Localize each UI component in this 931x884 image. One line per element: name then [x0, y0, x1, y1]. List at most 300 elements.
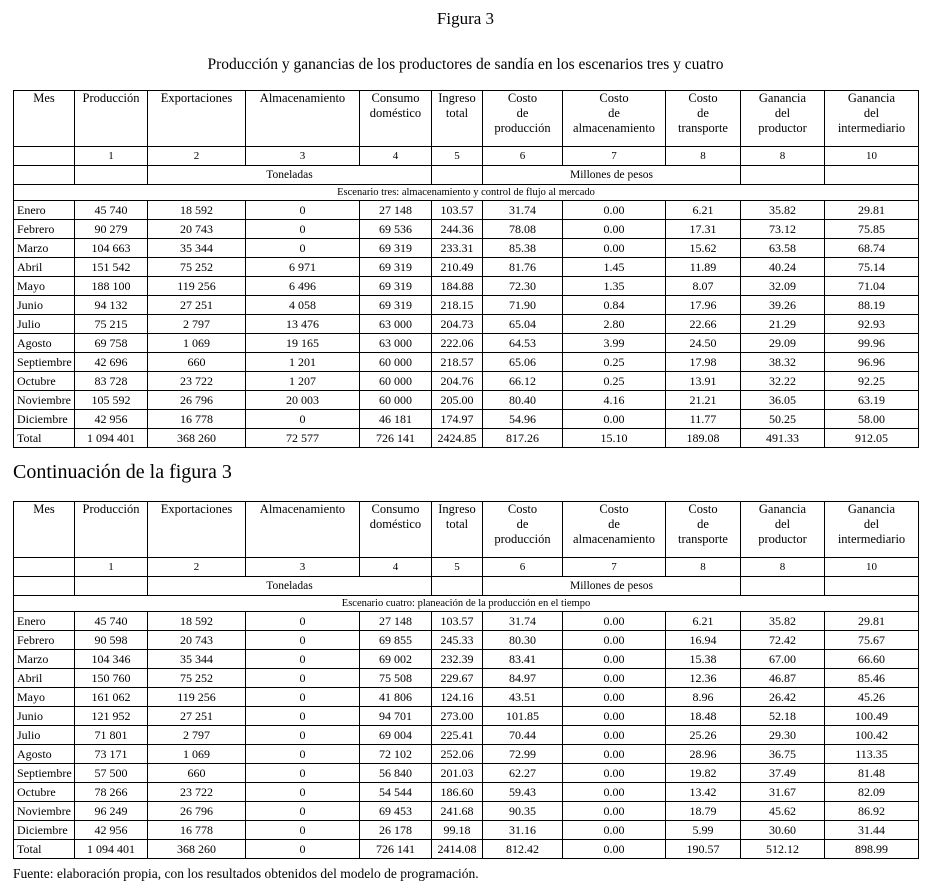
column-number-row — [14, 147, 919, 166]
column-number-costo-produccion: 6 — [483, 147, 563, 166]
cell-almacenamiento: 0 — [246, 239, 360, 258]
cell-costo-transporte: 22.66 — [666, 315, 741, 334]
table-row-total — [14, 429, 919, 448]
cell-almacenamiento: 0 — [246, 707, 360, 726]
cell-mes: Noviembre — [14, 802, 75, 821]
cell-exportaciones: 2 797 — [148, 726, 246, 745]
cell-exportaciones: 20 743 — [148, 220, 246, 239]
cell-costo-produccion: 62.27 — [483, 764, 563, 783]
unit-empty-cell — [14, 166, 75, 185]
unit-label: Millones de pesos — [483, 577, 741, 596]
column-number-ingreso-total: 5 — [432, 147, 483, 166]
cell-ganancia-productor: 40.24 — [741, 258, 825, 277]
cell-produccion: 45 740 — [75, 612, 148, 631]
cell-produccion: 42 956 — [75, 410, 148, 429]
cell-produccion: 75 215 — [75, 315, 148, 334]
cell-consumo-domestico: 69 004 — [360, 726, 432, 745]
scenario-row — [14, 185, 919, 201]
cell-exportaciones: 23 722 — [148, 783, 246, 802]
cell-produccion: 96 249 — [75, 802, 148, 821]
column-header-exportaciones: Exportaciones — [148, 502, 246, 558]
cell-costo-transporte: 25.26 — [666, 726, 741, 745]
cell-ganancia-intermediario: 75.85 — [825, 220, 919, 239]
cell-costo-transporte: 19.82 — [666, 764, 741, 783]
cell-almacenamiento: 0 — [246, 802, 360, 821]
cell-consumo-domestico: 69 002 — [360, 650, 432, 669]
cell-mes: Agosto — [14, 745, 75, 764]
cell-exportaciones: 23 722 — [148, 372, 246, 391]
cell-costo-produccion: 80.40 — [483, 391, 563, 410]
cell-ganancia-intermediario: 96.96 — [825, 353, 919, 372]
cell-costo-transporte: 18.79 — [666, 802, 741, 821]
cell-ingreso-total: 103.57 — [432, 201, 483, 220]
cell-costo-transporte: 16.94 — [666, 631, 741, 650]
cell-costo-almacenamiento: 0.00 — [563, 764, 666, 783]
column-number-ganancia-intermediario: 10 — [825, 558, 919, 577]
cell-ganancia-intermediario: 68.74 — [825, 239, 919, 258]
cell-ganancia-intermediario: 898.99 — [825, 840, 919, 859]
cell-costo-produccion: 59.43 — [483, 783, 563, 802]
cell-produccion: 151 542 — [75, 258, 148, 277]
column-number-costo-transporte: 8 — [666, 558, 741, 577]
scenario-label-escenario-tres: Escenario tres: almacenamiento y control de flujo al mercado — [14, 185, 919, 201]
cell-produccion: 45 740 — [75, 201, 148, 220]
cell-costo-transporte: 8.96 — [666, 688, 741, 707]
cell-almacenamiento: 0 — [246, 220, 360, 239]
cell-produccion: 150 760 — [75, 669, 148, 688]
cell-mes: Septiembre — [14, 353, 75, 372]
cell-mes: Febrero — [14, 631, 75, 650]
cell-mes: Enero — [14, 612, 75, 631]
cell-consumo-domestico: 56 840 — [360, 764, 432, 783]
cell-produccion: 121 952 — [75, 707, 148, 726]
cell-ganancia-productor: 52.18 — [741, 707, 825, 726]
cell-ingreso-total: 252.06 — [432, 745, 483, 764]
cell-ganancia-productor: 35.82 — [741, 612, 825, 631]
column-header-row — [14, 91, 919, 147]
cell-ganancia-intermediario: 58.00 — [825, 410, 919, 429]
unit-empty-cell — [432, 166, 483, 185]
table-row-abril — [14, 669, 919, 688]
cell-almacenamiento: 0 — [246, 201, 360, 220]
cell-costo-produccion: 54.96 — [483, 410, 563, 429]
unit-empty-cell — [432, 577, 483, 596]
table-row-septiembre — [14, 353, 919, 372]
units-row — [14, 166, 919, 185]
column-number-exportaciones: 2 — [148, 558, 246, 577]
cell-costo-produccion: 78.08 — [483, 220, 563, 239]
scenario-label-escenario-cuatro: Escenario cuatro: planeación de la producción en el tiempo — [14, 596, 919, 612]
figure-caption: Producción y ganancias de los productores de sandía en los escenarios tres y cuatro — [207, 56, 724, 73]
column-number-consumo-domestico: 4 — [360, 147, 432, 166]
cell-costo-almacenamiento: 0.00 — [563, 631, 666, 650]
column-number-costo-transporte: 8 — [666, 147, 741, 166]
cell-costo-produccion: 72.99 — [483, 745, 563, 764]
cell-costo-almacenamiento: 0.00 — [563, 612, 666, 631]
cell-costo-transporte: 17.98 — [666, 353, 741, 372]
cell-costo-almacenamiento: 0.00 — [563, 840, 666, 859]
cell-mes: Abril — [14, 258, 75, 277]
cell-almacenamiento: 0 — [246, 821, 360, 840]
unit-label: Toneladas — [148, 166, 432, 185]
cell-almacenamiento: 0 — [246, 764, 360, 783]
cell-exportaciones: 16 778 — [148, 821, 246, 840]
cell-costo-transporte: 12.36 — [666, 669, 741, 688]
cell-costo-transporte: 13.42 — [666, 783, 741, 802]
cell-costo-almacenamiento: 0.00 — [563, 783, 666, 802]
cell-exportaciones: 35 344 — [148, 650, 246, 669]
table-row-septiembre — [14, 764, 919, 783]
table-row-enero — [14, 612, 919, 631]
cell-produccion: 90 598 — [75, 631, 148, 650]
cell-ganancia-intermediario: 100.42 — [825, 726, 919, 745]
column-header-costo-transporte: Costo de transporte — [666, 91, 741, 147]
cell-produccion: 104 663 — [75, 239, 148, 258]
column-header-costo-transporte: Costo de transporte — [666, 502, 741, 558]
cell-consumo-domestico: 27 148 — [360, 201, 432, 220]
cell-ingreso-total: 205.00 — [432, 391, 483, 410]
column-header-mes: Mes — [14, 502, 75, 558]
cell-produccion: 161 062 — [75, 688, 148, 707]
cell-ganancia-productor: 21.29 — [741, 315, 825, 334]
table-row-enero — [14, 201, 919, 220]
cell-costo-transporte: 189.08 — [666, 429, 741, 448]
cell-produccion: 71 801 — [75, 726, 148, 745]
cell-exportaciones: 1 069 — [148, 745, 246, 764]
cell-costo-almacenamiento: 0.00 — [563, 726, 666, 745]
cell-costo-transporte: 11.77 — [666, 410, 741, 429]
cell-consumo-domestico: 69 319 — [360, 258, 432, 277]
cell-almacenamiento: 4 058 — [246, 296, 360, 315]
cell-ganancia-intermediario: 29.81 — [825, 201, 919, 220]
cell-costo-produccion: 31.16 — [483, 821, 563, 840]
cell-almacenamiento: 1 201 — [246, 353, 360, 372]
cell-consumo-domestico: 94 701 — [360, 707, 432, 726]
cell-costo-almacenamiento: 0.00 — [563, 239, 666, 258]
cell-exportaciones: 26 796 — [148, 391, 246, 410]
cell-costo-produccion: 85.38 — [483, 239, 563, 258]
cell-ingreso-total: 210.49 — [432, 258, 483, 277]
cell-costo-almacenamiento: 3.99 — [563, 334, 666, 353]
cell-consumo-domestico: 72 102 — [360, 745, 432, 764]
cell-produccion: 104 346 — [75, 650, 148, 669]
cell-ganancia-productor: 32.09 — [741, 277, 825, 296]
cell-consumo-domestico: 60 000 — [360, 391, 432, 410]
cell-mes: Abril — [14, 669, 75, 688]
cell-exportaciones: 75 252 — [148, 258, 246, 277]
table-row-diciembre — [14, 410, 919, 429]
cell-produccion: 57 500 — [75, 764, 148, 783]
table-row-octubre — [14, 783, 919, 802]
table-row-marzo — [14, 239, 919, 258]
cell-exportaciones: 660 — [148, 353, 246, 372]
column-header-mes: Mes — [14, 91, 75, 147]
cell-ganancia-intermediario: 113.35 — [825, 745, 919, 764]
table-escenario-tres — [13, 90, 919, 448]
unit-label: Toneladas — [148, 577, 432, 596]
cell-ganancia-intermediario: 92.93 — [825, 315, 919, 334]
cell-almacenamiento: 0 — [246, 410, 360, 429]
cell-ganancia-intermediario: 912.05 — [825, 429, 919, 448]
cell-costo-produccion: 70.44 — [483, 726, 563, 745]
unit-empty-cell — [825, 577, 919, 596]
cell-ganancia-productor: 29.09 — [741, 334, 825, 353]
cell-almacenamiento: 0 — [246, 688, 360, 707]
column-header-almacenamiento: Almacenamiento — [246, 502, 360, 558]
cell-ganancia-productor: 29.30 — [741, 726, 825, 745]
table-row-mayo — [14, 688, 919, 707]
table-row-abril — [14, 258, 919, 277]
scenario-row — [14, 596, 919, 612]
unit-empty-cell — [75, 166, 148, 185]
cell-exportaciones: 368 260 — [148, 429, 246, 448]
cell-almacenamiento: 20 003 — [246, 391, 360, 410]
cell-produccion: 1 094 401 — [75, 429, 148, 448]
cell-costo-produccion: 71.90 — [483, 296, 563, 315]
cell-ganancia-intermediario: 92.25 — [825, 372, 919, 391]
cell-produccion: 69 758 — [75, 334, 148, 353]
source-note: Fuente: elaboración propia, con los resultados obtenidos del modelo de programación. — [13, 866, 479, 881]
table-row-octubre — [14, 372, 919, 391]
table-row-junio — [14, 707, 919, 726]
cell-mes: Febrero — [14, 220, 75, 239]
unit-label: Millones de pesos — [483, 166, 741, 185]
cell-costo-almacenamiento: 0.00 — [563, 821, 666, 840]
cell-costo-transporte: 13.91 — [666, 372, 741, 391]
cell-consumo-domestico: 69 319 — [360, 277, 432, 296]
cell-produccion: 42 696 — [75, 353, 148, 372]
column-header-ganancia-intermediario: Ganancia del intermediario — [825, 91, 919, 147]
column-header-consumo-domestico: Consumo doméstico — [360, 91, 432, 147]
table-row-febrero — [14, 631, 919, 650]
cell-produccion: 1 094 401 — [75, 840, 148, 859]
column-header-consumo-domestico: Consumo doméstico — [360, 502, 432, 558]
cell-costo-produccion: 817.26 — [483, 429, 563, 448]
cell-ganancia-intermediario: 63.19 — [825, 391, 919, 410]
cell-mes: Noviembre — [14, 391, 75, 410]
cell-costo-almacenamiento: 2.80 — [563, 315, 666, 334]
cell-costo-produccion: 65.06 — [483, 353, 563, 372]
cell-ganancia-intermediario: 29.81 — [825, 612, 919, 631]
cell-mes: Junio — [14, 707, 75, 726]
cell-ganancia-intermediario: 31.44 — [825, 821, 919, 840]
cell-ingreso-total: 233.31 — [432, 239, 483, 258]
table-row-total — [14, 840, 919, 859]
cell-ganancia-productor: 67.00 — [741, 650, 825, 669]
cell-ganancia-intermediario: 86.92 — [825, 802, 919, 821]
column-number-ganancia-productor: 8 — [741, 558, 825, 577]
cell-exportaciones: 368 260 — [148, 840, 246, 859]
column-header-produccion: Producción — [75, 91, 148, 147]
cell-exportaciones: 119 256 — [148, 688, 246, 707]
cell-costo-almacenamiento: 0.00 — [563, 802, 666, 821]
cell-almacenamiento: 0 — [246, 783, 360, 802]
cell-mes: Mayo — [14, 277, 75, 296]
cell-costo-almacenamiento: 0.25 — [563, 353, 666, 372]
cell-consumo-domestico: 69 536 — [360, 220, 432, 239]
cell-ingreso-total: 2414.08 — [432, 840, 483, 859]
cell-ganancia-intermediario: 82.09 — [825, 783, 919, 802]
cell-consumo-domestico: 63 000 — [360, 334, 432, 353]
cell-almacenamiento: 0 — [246, 840, 360, 859]
continuation-title: Continuación de la figura 3 — [13, 461, 232, 483]
column-header-costo-almacenamiento: Costo de almacenamiento — [563, 502, 666, 558]
cell-costo-almacenamiento: 0.84 — [563, 296, 666, 315]
cell-exportaciones: 35 344 — [148, 239, 246, 258]
cell-ganancia-productor: 35.82 — [741, 201, 825, 220]
cell-ingreso-total: 222.06 — [432, 334, 483, 353]
unit-empty-cell — [741, 577, 825, 596]
cell-mes: Total — [14, 840, 75, 859]
cell-consumo-domestico: 46 181 — [360, 410, 432, 429]
cell-almacenamiento: 1 207 — [246, 372, 360, 391]
cell-exportaciones: 2 797 — [148, 315, 246, 334]
unit-empty-cell — [825, 166, 919, 185]
column-number-ganancia-intermediario: 10 — [825, 147, 919, 166]
table-row-junio — [14, 296, 919, 315]
cell-exportaciones: 20 743 — [148, 631, 246, 650]
cell-consumo-domestico: 69 855 — [360, 631, 432, 650]
cell-ingreso-total: 244.36 — [432, 220, 483, 239]
column-number-ganancia-productor: 8 — [741, 147, 825, 166]
cell-costo-produccion: 101.85 — [483, 707, 563, 726]
cell-mes: Julio — [14, 726, 75, 745]
cell-mes: Diciembre — [14, 410, 75, 429]
cell-exportaciones: 1 069 — [148, 334, 246, 353]
cell-costo-produccion: 84.97 — [483, 669, 563, 688]
cell-consumo-domestico: 69 453 — [360, 802, 432, 821]
cell-costo-transporte: 17.96 — [666, 296, 741, 315]
cell-costo-transporte: 18.48 — [666, 707, 741, 726]
column-header-almacenamiento: Almacenamiento — [246, 91, 360, 147]
cell-ingreso-total: 232.39 — [432, 650, 483, 669]
cell-ganancia-productor: 491.33 — [741, 429, 825, 448]
cell-ingreso-total: 174.97 — [432, 410, 483, 429]
cell-ingreso-total: 218.57 — [432, 353, 483, 372]
column-header-row — [14, 502, 919, 558]
cell-ganancia-productor: 36.05 — [741, 391, 825, 410]
column-number-costo-produccion: 6 — [483, 558, 563, 577]
cell-costo-almacenamiento: 0.00 — [563, 707, 666, 726]
cell-ganancia-productor: 37.49 — [741, 764, 825, 783]
cell-exportaciones: 18 592 — [148, 612, 246, 631]
cell-ganancia-productor: 39.26 — [741, 296, 825, 315]
column-number-produccion: 1 — [75, 558, 148, 577]
unit-empty-cell — [14, 577, 75, 596]
cell-mes: Diciembre — [14, 821, 75, 840]
cell-costo-transporte: 8.07 — [666, 277, 741, 296]
cell-consumo-domestico: 726 141 — [360, 429, 432, 448]
cell-consumo-domestico: 69 319 — [360, 296, 432, 315]
cell-costo-almacenamiento: 0.00 — [563, 745, 666, 764]
column-header-ingreso-total: Ingreso total — [432, 502, 483, 558]
cell-ingreso-total: 218.15 — [432, 296, 483, 315]
cell-costo-produccion: 81.76 — [483, 258, 563, 277]
cell-ingreso-total: 184.88 — [432, 277, 483, 296]
column-header-costo-almacenamiento: Costo de almacenamiento — [563, 91, 666, 147]
cell-produccion: 83 728 — [75, 372, 148, 391]
cell-costo-produccion: 65.04 — [483, 315, 563, 334]
cell-mes: Marzo — [14, 239, 75, 258]
cell-ganancia-intermediario: 81.48 — [825, 764, 919, 783]
cell-costo-produccion: 31.74 — [483, 612, 563, 631]
cell-ganancia-intermediario: 88.19 — [825, 296, 919, 315]
table-row-agosto — [14, 334, 919, 353]
cell-almacenamiento: 0 — [246, 631, 360, 650]
cell-produccion: 78 266 — [75, 783, 148, 802]
column-number-row — [14, 558, 919, 577]
table-row-febrero — [14, 220, 919, 239]
column-header-ingreso-total: Ingreso total — [432, 91, 483, 147]
cell-costo-transporte: 28.96 — [666, 745, 741, 764]
cell-consumo-domestico: 75 508 — [360, 669, 432, 688]
cell-costo-almacenamiento: 1.45 — [563, 258, 666, 277]
units-row — [14, 577, 919, 596]
cell-produccion: 188 100 — [75, 277, 148, 296]
cell-consumo-domestico: 60 000 — [360, 372, 432, 391]
column-number-consumo-domestico: 4 — [360, 558, 432, 577]
cell-consumo-domestico: 60 000 — [360, 353, 432, 372]
cell-ingreso-total: 2424.85 — [432, 429, 483, 448]
cell-almacenamiento: 0 — [246, 669, 360, 688]
cell-almacenamiento: 6 496 — [246, 277, 360, 296]
column-number-almacenamiento: 3 — [246, 147, 360, 166]
cell-costo-almacenamiento: 0.25 — [563, 372, 666, 391]
column-number-exportaciones: 2 — [148, 147, 246, 166]
cell-ganancia-intermediario: 75.14 — [825, 258, 919, 277]
cell-ganancia-productor: 63.58 — [741, 239, 825, 258]
cell-exportaciones: 18 592 — [148, 201, 246, 220]
column-header-ganancia-productor: Ganancia del productor — [741, 91, 825, 147]
cell-ganancia-productor: 73.12 — [741, 220, 825, 239]
cell-ingreso-total: 103.57 — [432, 612, 483, 631]
cell-consumo-domestico: 726 141 — [360, 840, 432, 859]
cell-produccion: 73 171 — [75, 745, 148, 764]
table-escenario-cuatro — [13, 501, 919, 859]
cell-almacenamiento: 0 — [246, 726, 360, 745]
cell-almacenamiento: 6 971 — [246, 258, 360, 277]
cell-costo-produccion: 90.35 — [483, 802, 563, 821]
cell-ganancia-productor: 512.12 — [741, 840, 825, 859]
cell-ganancia-intermediario: 75.67 — [825, 631, 919, 650]
cell-exportaciones: 119 256 — [148, 277, 246, 296]
cell-ingreso-total: 201.03 — [432, 764, 483, 783]
cell-costo-almacenamiento: 0.00 — [563, 410, 666, 429]
cell-costo-almacenamiento: 1.35 — [563, 277, 666, 296]
cell-ganancia-productor: 72.42 — [741, 631, 825, 650]
cell-produccion: 90 279 — [75, 220, 148, 239]
cell-ganancia-intermediario: 85.46 — [825, 669, 919, 688]
cell-exportaciones: 660 — [148, 764, 246, 783]
cell-consumo-domestico: 26 178 — [360, 821, 432, 840]
cell-ingreso-total: 99.18 — [432, 821, 483, 840]
table-row-marzo — [14, 650, 919, 669]
cell-consumo-domestico: 63 000 — [360, 315, 432, 334]
cell-almacenamiento: 0 — [246, 612, 360, 631]
cell-costo-produccion: 83.41 — [483, 650, 563, 669]
column-header-ganancia-intermediario: Ganancia del intermediario — [825, 502, 919, 558]
cell-exportaciones: 75 252 — [148, 669, 246, 688]
cell-costo-produccion: 66.12 — [483, 372, 563, 391]
cell-costo-transporte: 11.89 — [666, 258, 741, 277]
cell-ganancia-productor: 26.42 — [741, 688, 825, 707]
column-number-mes — [14, 558, 75, 577]
cell-mes: Marzo — [14, 650, 75, 669]
cell-exportaciones: 27 251 — [148, 707, 246, 726]
cell-ingreso-total: 124.16 — [432, 688, 483, 707]
column-header-costo-produccion: Costo de producción — [483, 502, 563, 558]
column-number-costo-almacenamiento: 7 — [563, 147, 666, 166]
